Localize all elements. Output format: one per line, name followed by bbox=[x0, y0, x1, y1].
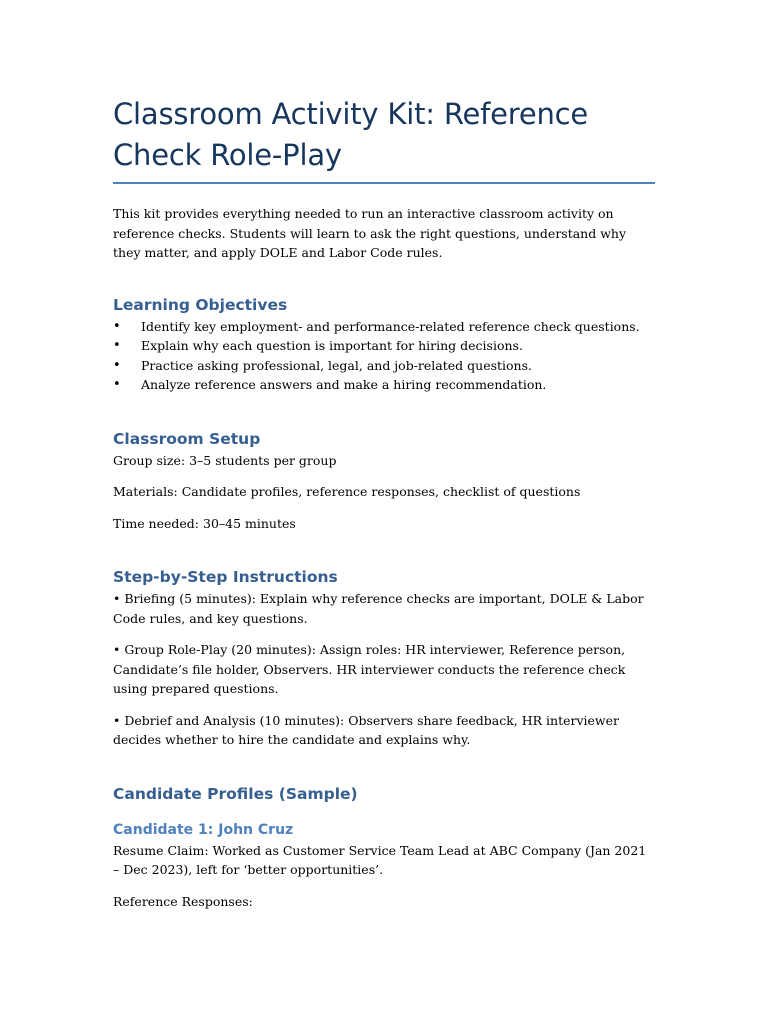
candidate-profiles-heading: Candidate Profiles (Sample) bbox=[113, 784, 358, 803]
intro-paragraph: This kit provides everything needed to run an interactive classroom activity on reference checks. Students will learn to ask the right questions, understand why they matter, and apply DOLE and Labor Code rules. bbox=[113, 206, 627, 260]
learning-objectives-heading: Learning Objectives bbox=[113, 295, 288, 314]
list-item: • Practice asking professional, legal, and job-related questions. bbox=[113, 356, 655, 376]
classroom-setup-heading: Classroom Setup bbox=[113, 429, 261, 448]
list-item: • Identify key employment- and performance-related reference check questions. bbox=[113, 317, 655, 337]
learning-objectives-list bbox=[113, 317, 655, 395]
bullet-icon: • bbox=[113, 377, 121, 392]
bullet-icon: • bbox=[113, 357, 121, 373]
instruction-step: • Briefing (5 minutes): Explain why reference checks are important, DOLE & Labor Code rules, and key questions. bbox=[113, 591, 644, 626]
instruction-step: • Debrief and Analysis (10 minutes): Observers share feedback, HR interviewer decides whether to hire the candidate and explains why. bbox=[113, 712, 619, 747]
resume-claim-text: Resume Claim: Worked as Customer Service Team Lead at ABC Company (Jan 2021 – Dec 2023), left for ‘better opportunities’. bbox=[113, 842, 647, 877]
candidate-1-heading: Candidate 1: John Cruz bbox=[113, 821, 294, 838]
materials-text: Materials: Candidate profiles, reference responses, checklist of questions bbox=[113, 484, 581, 499]
group-size-text: Group size: 3–5 students per group bbox=[113, 452, 337, 468]
instructions-heading: Step-by-Step Instructions bbox=[113, 568, 338, 586]
list-item: • Explain why each question is important for hiring decisions. bbox=[113, 336, 655, 356]
bullet-icon: • bbox=[113, 318, 121, 334]
bullet-icon: • bbox=[113, 338, 121, 353]
document-page bbox=[113, 94, 655, 911]
document-title: Classroom Activity Kit: Reference Check Role-Play bbox=[113, 97, 589, 172]
list-item: • Analyze reference answers and make a hiring recommendation. bbox=[113, 375, 655, 395]
title-divider bbox=[113, 182, 655, 184]
time-needed-text: Time needed: 30–45 minutes bbox=[113, 515, 296, 531]
reference-responses-label: Reference Responses: bbox=[113, 893, 253, 909]
instruction-step: • Group Role-Play (20 minutes): Assign roles: HR interviewer, Reference person, Candidate’s file holder, Observers. HR interviewer conducts the reference check using prepared questions. bbox=[113, 642, 626, 696]
